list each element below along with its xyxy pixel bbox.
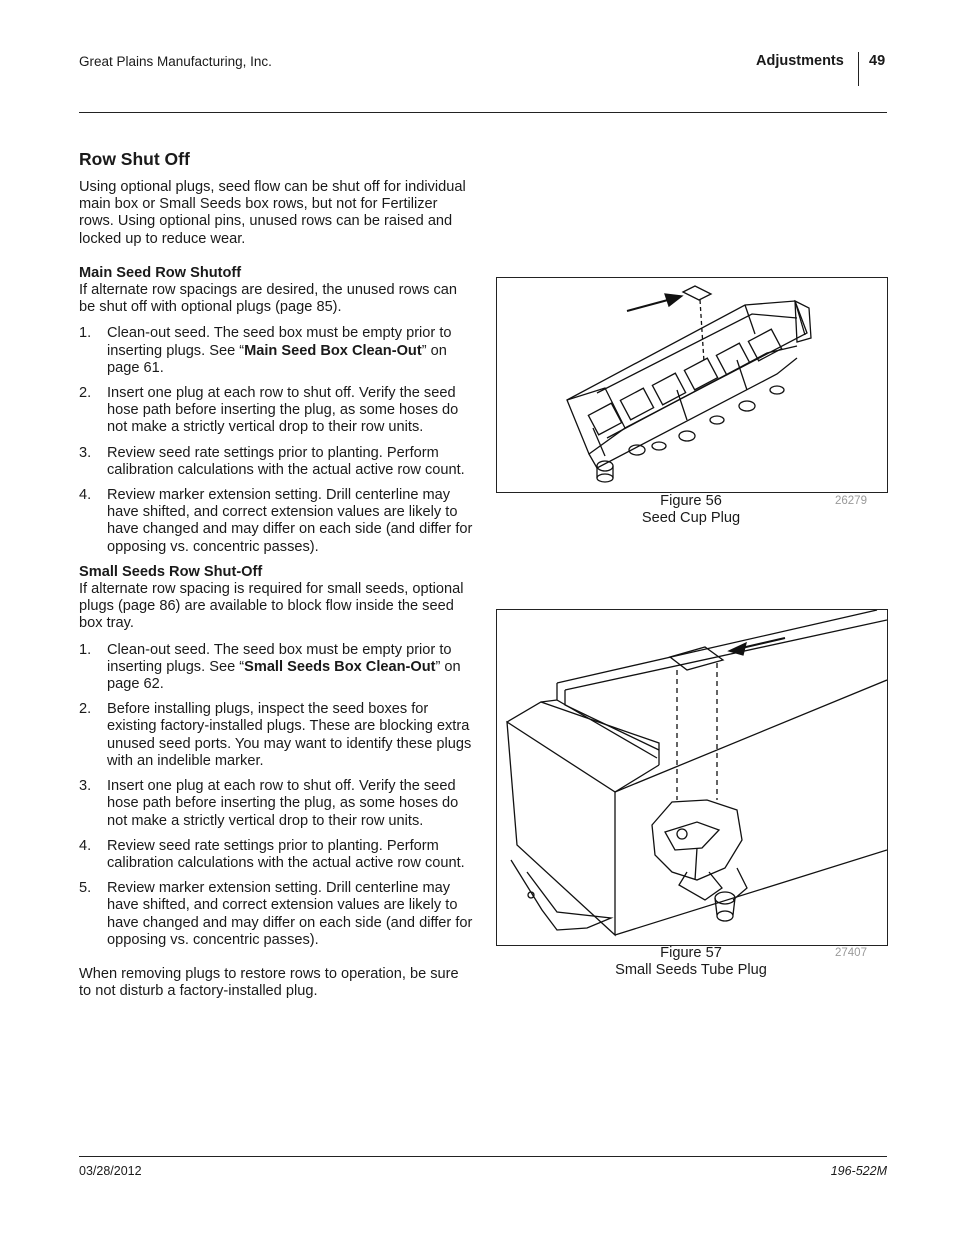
list-item: 1. Clean-out seed. The seed box must be empty prior to inserting plugs. See “Main Seed Box Clean-Out” on page 61. xyxy=(79,325,452,376)
section-intro: Using optional plugs, seed flow can be shut off for individual main box or Small Seeds box rows, but not for Fertilizer rows. Using optional pins, unused rows can be raised and locked up to reduce wear. xyxy=(79,179,466,247)
figure-56-number: Figure 56 xyxy=(660,493,722,509)
list-item: 3. Insert one plug at each row to shut off. Verify the seed hose path before inserting the plug, as some hoses do not make a strictly vertical drop to their row units. xyxy=(79,778,459,829)
header-section-title: Adjustments xyxy=(756,53,844,69)
list-item: 1. Clean-out seed. The seed box must be empty prior to inserting plugs. See “Small Seeds Box Clean-Out” on page 62. xyxy=(79,641,461,693)
figure-57-caption xyxy=(581,945,801,979)
list-item: 5. Review marker extension setting. Drill centerline may have shifted, and correct extension values are likely to have changed and may differ on each side (and differ for opposing vs. concentric passes). xyxy=(79,880,473,948)
small-seeds-heading: Small Seeds Row Shut-Off xyxy=(79,563,263,580)
seed-cup-plug-illustration xyxy=(497,278,887,492)
list-item: 2. Before installing plugs, inspect the seed boxes for existing factory-installed plugs. These are blocking extra unused seed ports. You may want to identify these plugs with an indelible marker. xyxy=(79,701,472,769)
main-seed-lead: If alternate row spacings are desired, the unused rows can be shut off with optional plugs (page 85). xyxy=(79,282,458,316)
footer-date: 03/28/2012 xyxy=(79,1164,142,1178)
figure-57-id: 27407 xyxy=(835,947,867,959)
closing-note: When removing plugs to restore rows to operation, be sure to not disturb a factory-installed plug. xyxy=(79,965,459,1000)
text-column xyxy=(79,149,474,1000)
figure-56-title: Seed Cup Plug xyxy=(641,510,741,527)
small-seeds-lead: If alternate row spacing is required for small seeds, optional plugs (page 86) are available to block flow inside the seed box tray. xyxy=(79,581,464,632)
page-number: 49 xyxy=(869,53,886,69)
small-seeds-tube-plug-illustration xyxy=(497,610,887,945)
list-item: 4. Review marker extension setting. Drill centerline may have shifted, and correct extension values are likely to have changed and may differ on each side (and differ for opposing vs. concentric passes). xyxy=(79,487,473,555)
small-seeds-steps xyxy=(79,642,474,949)
header-rule xyxy=(79,112,887,113)
figure-57-frame xyxy=(496,609,888,946)
header-divider xyxy=(858,52,859,86)
figure-57-title: Small Seeds Tube Plug xyxy=(615,962,767,979)
main-seed-steps xyxy=(79,325,474,555)
footer-doc-number: 196-522M xyxy=(830,1164,887,1178)
section-title: Row Shut Off xyxy=(79,149,190,169)
figure-56-id: 26279 xyxy=(835,495,867,507)
figure-57-number: Figure 57 xyxy=(660,945,722,961)
figure-56-frame xyxy=(496,277,888,493)
main-seed-heading: Main Seed Row Shutoff xyxy=(79,264,242,281)
figure-56-caption xyxy=(581,493,801,527)
footer-rule xyxy=(79,1156,887,1157)
list-item: 3. Review seed rate settings prior to planting. Perform calibration calculations with the actual active row count. xyxy=(79,444,465,478)
list-item: 2. Insert one plug at each row to shut off. Verify the seed hose path before inserting the plug, as some hoses do not make a strictly vertical drop to their row units. xyxy=(79,385,459,436)
header-company: Great Plains Manufacturing, Inc. xyxy=(79,54,272,69)
list-item: 4. Review seed rate settings prior to planting. Perform calibration calculations with the actual active row count. xyxy=(79,837,465,871)
